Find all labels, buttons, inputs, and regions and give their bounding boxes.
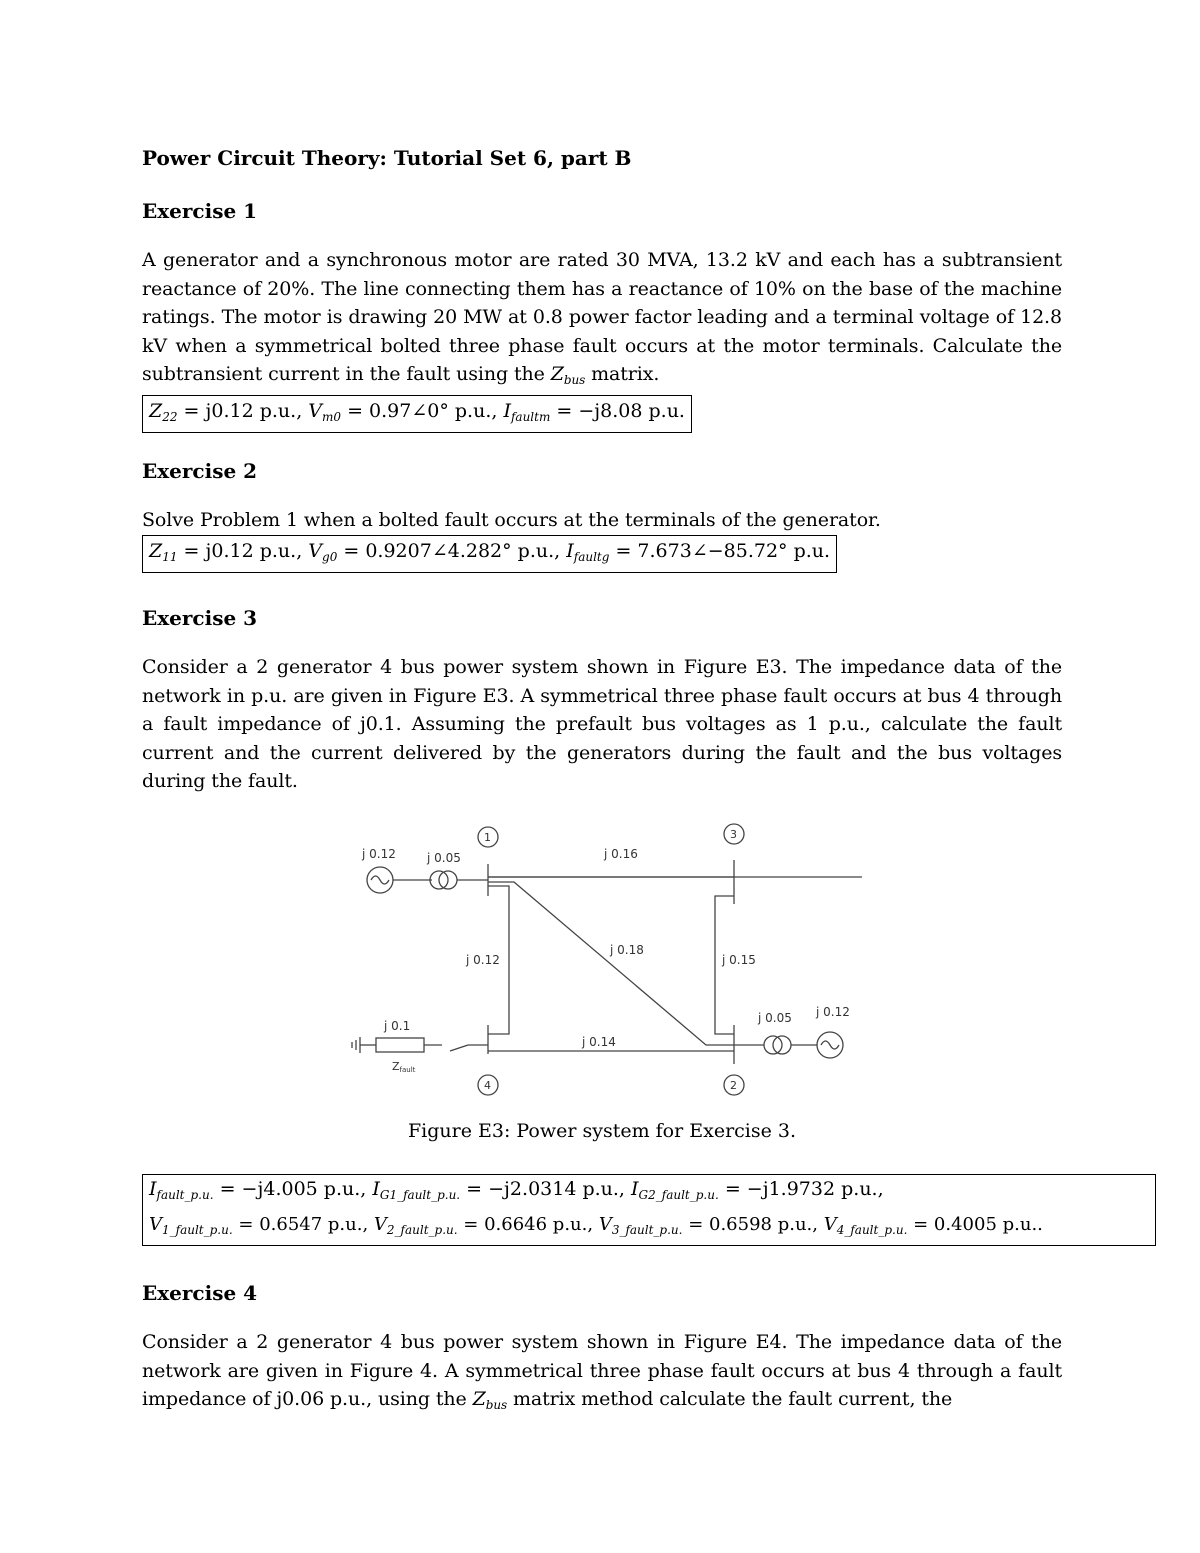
title-block — [142, 140, 1062, 176]
answer-symbol: I — [631, 1178, 639, 1200]
t1-reactance-label: j 0.05 — [427, 851, 461, 865]
answer-symbol: V — [308, 539, 323, 562]
answer-symbol: I — [503, 399, 511, 422]
answer-symbol: V — [598, 1214, 612, 1235]
zbus-symbol: Z — [472, 1388, 486, 1410]
line12-reactance-label: j 0.18 — [610, 943, 644, 957]
exercise-2-text: Solve Problem 1 when a bolted fault occurs at the terminals of the generator. — [142, 509, 881, 531]
answer-subscript: 1_fault_p.u. — [162, 1223, 233, 1237]
answer-subscript: 11 — [162, 549, 178, 564]
exercise-1-body: A generator and a synchronous motor are rated 30 MVA, 13.2 kV and each has a subtransient reactance of 20%. The line connecting them has a reactance of 10% on the base of the machine ratings. The motor is drawing 20 MW at 0.8 power factor leading and a terminal voltage of 12.8 kV when a symmetrical bolted three phase fault occurs at the motor terminals. Calculate the subtransient current in the fault using the — [142, 249, 1062, 385]
exercise-4-text — [142, 1328, 1062, 1420]
answer-value: = 0.6598 p.u., — [682, 1214, 824, 1235]
t2-reactance-label: j 0.05 — [758, 1011, 792, 1025]
answer-subscript: faultm — [510, 409, 551, 424]
figure-e3-caption: Figure E3: Power system for Exercise 3. — [407, 1120, 797, 1142]
line13-reactance-label: j 0.16 — [604, 847, 638, 861]
exercise-1-heading: Exercise 1 — [142, 199, 258, 223]
answer-value: = 0.6547 p.u., — [232, 1214, 374, 1235]
answer-subscript: m0 — [322, 409, 342, 424]
line42-reactance-label: j 0.14 — [582, 1035, 616, 1049]
exercise-2-heading: Exercise 2 — [142, 459, 258, 483]
answer-symbol: V — [823, 1214, 837, 1235]
page-title: Power Circuit Theory: Tutorial Set 6, part B — [142, 146, 632, 170]
exercise-3-heading: Exercise 3 — [142, 606, 258, 630]
exercise-3-text: Consider a 2 generator 4 bus power system shown in Figure E3. The impedance data of the network in p.u. are given in Figure E3. A symmetrical three phase fault occurs at bus 4 through a fault impedance of j0.1. Assuming the prefault bus voltages as 1 p.u., calculate the fault current and the current delivered by the generators during the fault and the bus voltages during the fault. — [142, 656, 1062, 792]
exercise-1-text — [142, 246, 1062, 395]
answer-value: = −j2.0314 p.u., — [460, 1178, 632, 1200]
answer-subscript: G2_fault_p.u. — [638, 1188, 719, 1202]
answer-value: = 0.97∠0° p.u., — [341, 399, 504, 422]
answer-value: = j0.12 p.u., — [177, 399, 309, 422]
answer-subscript: G1_fault_p.u. — [379, 1188, 461, 1202]
zbus-symbol: Z — [550, 363, 564, 385]
exercise-2-answer — [142, 535, 837, 573]
answer-subscript: g0 — [322, 549, 338, 564]
line32-reactance-label: j 0.15 — [722, 953, 756, 967]
answer-value: = −j8.08 p.u. — [550, 399, 685, 422]
g2-reactance-label: j 0.12 — [816, 1005, 850, 1019]
exercise-4 — [142, 1276, 1062, 1420]
answer-symbol: V — [308, 399, 323, 422]
exercise-4-heading: Exercise 4 — [142, 1281, 258, 1305]
answer-subscript: 2_fault_p.u. — [386, 1223, 458, 1237]
exercise-4-tail: matrix method calculate the fault current, the — [507, 1388, 953, 1410]
exercise-3-answer — [142, 1174, 1156, 1246]
answer-line-1 — [149, 1175, 1149, 1210]
bus-2-number: 2 — [730, 1079, 737, 1092]
answer-value: = 7.673∠−85.72° p.u. — [609, 539, 831, 562]
answer-line-2 — [149, 1210, 1149, 1245]
zbus-subscript: bus — [485, 1398, 508, 1412]
exercise-1 — [142, 194, 1062, 433]
answer-symbol: I — [566, 539, 574, 562]
exercise-2 — [142, 454, 1062, 573]
answer-value: = 0.4005 p.u.. — [907, 1214, 1043, 1235]
figure-e3 — [342, 820, 862, 1100]
answer-value: = 0.9207∠4.282° p.u., — [337, 539, 567, 562]
zbus-subscript: bus — [563, 373, 586, 387]
exercise-1-tail: matrix. — [585, 363, 660, 385]
exercise-4-body: Consider a 2 generator 4 bus power system shown in Figure E4. The impedance data of the network are given in Figure 4. A symmetrical three phase fault occurs at bus 4 through a fault impedance of j0.06 p.u., using the — [142, 1331, 1062, 1410]
exercise-3 — [142, 601, 1062, 796]
fault-impedance — [376, 1038, 424, 1052]
answer-value: = −j1.9732 p.u., — [718, 1178, 884, 1200]
answer-symbol: Z — [149, 399, 163, 422]
answer-value: = −j4.005 p.u., — [213, 1178, 373, 1200]
answer-symbol: Z — [149, 539, 163, 562]
bus-1-number: 1 — [484, 831, 491, 844]
answer-symbol: V — [373, 1214, 387, 1235]
answer-subscript: 4_fault_p.u. — [836, 1223, 908, 1237]
answer-subscript: 3_fault_p.u. — [611, 1223, 683, 1237]
exercise-3-answer-wrap — [142, 1174, 1062, 1246]
bus-4-number: 4 — [484, 1079, 491, 1092]
answer-symbol: I — [372, 1178, 380, 1200]
answer-value: = 0.6646 p.u., — [457, 1214, 599, 1235]
answer-subscript: fault_p.u. — [156, 1188, 214, 1202]
answer-subscript: faultg — [573, 549, 610, 564]
g1-reactance-label: j 0.12 — [362, 847, 396, 861]
line14-reactance-label: j 0.12 — [466, 953, 500, 967]
fault-reactance-label: j 0.1 — [384, 1019, 411, 1033]
answer-symbol: I — [149, 1178, 157, 1200]
answer-symbol: V — [149, 1214, 162, 1235]
exercise-1-answer — [142, 395, 692, 433]
answer-subscript: 22 — [162, 409, 178, 424]
answer-value: = j0.12 p.u., — [177, 539, 309, 562]
fault-impedance-label: Zfault — [392, 1060, 416, 1074]
bus-3-number: 3 — [730, 828, 737, 841]
